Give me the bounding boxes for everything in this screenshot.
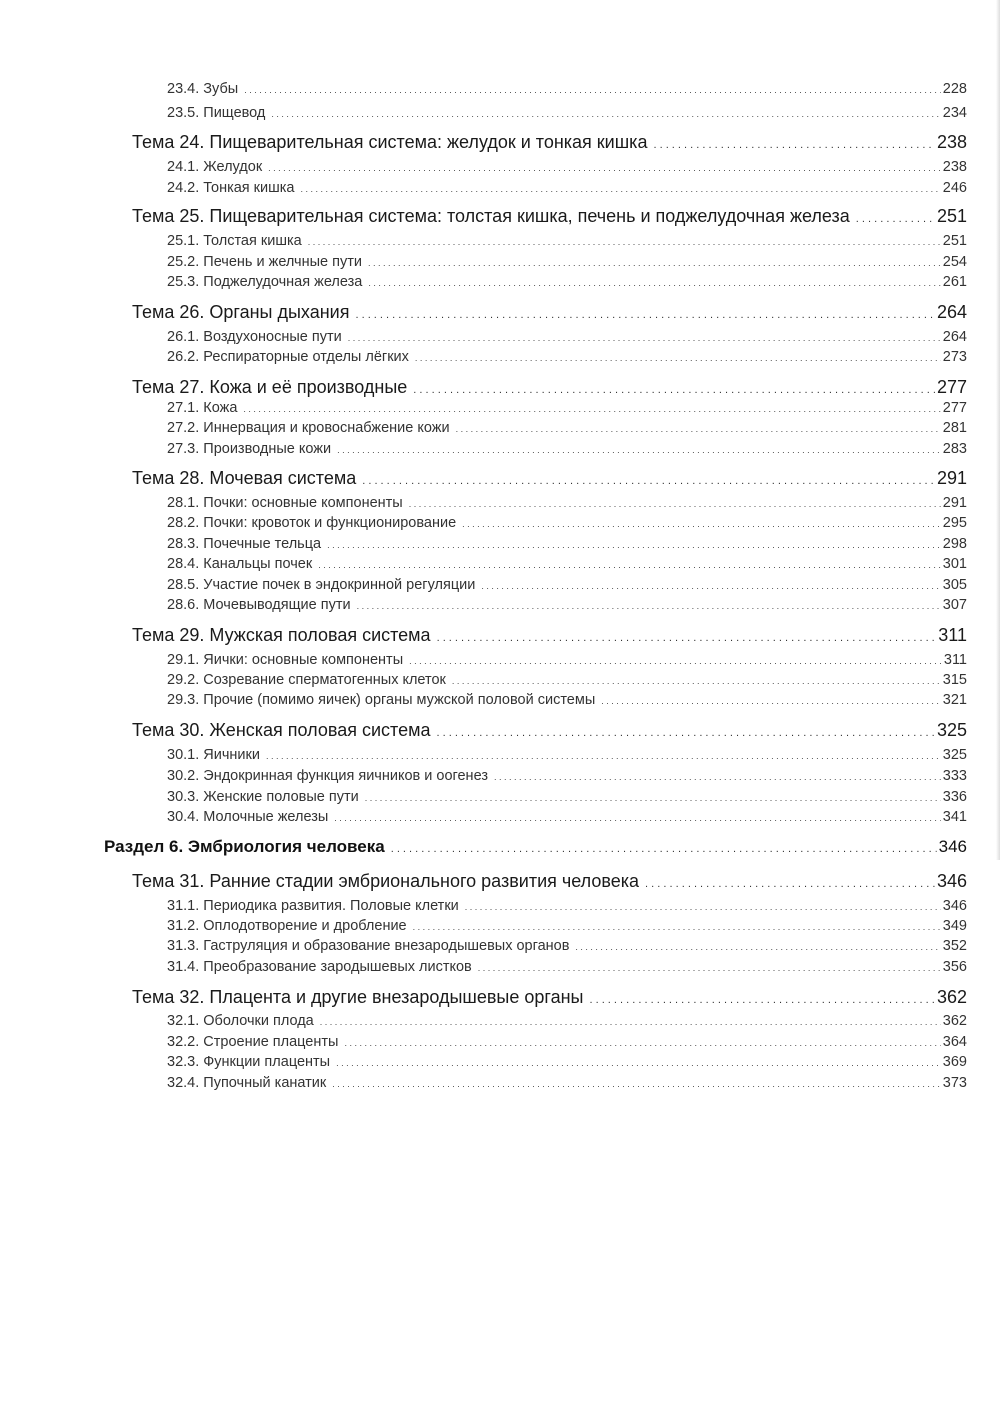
toc-entry-page: 305 [942,577,967,593]
toc-entry-label: 27.3. Производные кожи [167,441,332,457]
dot-leader [653,139,934,151]
toc-entry-label: 26.1. Воздухоносные пути [167,329,342,345]
toc-entry-page: 281 [942,420,967,436]
toc-entry-page: 234 [942,105,967,121]
dot-leader [355,309,934,321]
toc-entry-sub [167,420,967,436]
toc-entry-page: 246 [942,180,967,196]
toc-entry-page: 315 [942,672,967,688]
toc-entry-page: 352 [942,938,967,954]
toc-entry-page: 333 [942,768,967,784]
dot-leader [481,581,940,591]
toc-entry-sub [167,81,967,97]
toc-entry-page: 362 [936,987,967,1007]
toc-entry-label: 30.1. Яичники [167,747,260,763]
dot-leader [413,922,941,932]
toc-entry-page: 238 [936,132,967,152]
dot-leader [327,540,941,550]
toc-entry-sub [167,789,967,805]
dot-leader [645,878,935,890]
toc-entry-label: 28.6. Мочевыводящие пути [167,597,351,613]
toc-entry-sub [167,254,967,270]
dot-leader [244,85,941,95]
dot-leader [336,1058,941,1068]
toc-entry-page: 251 [936,206,967,226]
toc-entry-sub [167,672,967,688]
toc-entry-label: Тема 27. Кожа и её производные [132,377,408,397]
toc-entry-section [104,837,967,857]
toc-entry-label: Тема 24. Пищеварительная система: желудок и тонкая кишка [132,132,648,152]
toc-entry-sub [167,495,967,511]
toc-entry-label: 25.1. Толстая кишка [167,233,302,249]
dot-leader [271,109,940,119]
dot-leader [575,942,940,952]
toc-entry-page: 369 [942,1054,967,1070]
dot-leader [362,475,935,487]
toc-entry-topic [132,625,967,646]
dot-leader [436,727,934,739]
toc-entry-label: 25.2. Печень и желчные пути [167,254,362,270]
toc-entry-sub [167,959,967,975]
toc-entry-sub [167,809,967,825]
toc-entry-page: 356 [942,959,967,975]
toc-entry-page: 228 [942,81,967,97]
toc-entry-page: 295 [942,515,967,531]
toc-entry-label: 30.2. Эндокринная функция яичников и оогенез [167,768,488,784]
toc-entry-topic [132,871,967,892]
dot-leader [456,424,941,434]
toc-entry-label: Тема 29. Мужская половая система [132,625,431,645]
toc-entry-label: 25.3. Поджелудочная железа [167,274,363,290]
toc-entry-label: Раздел 6. Эмбриология человека [104,837,385,856]
toc-entry-label: 29.3. Прочие (помимо яичек) органы мужской половой системы [167,692,596,708]
toc-entry-sub [167,556,967,572]
toc-entry-label: 31.2. Оплодотворение и дробление [167,918,407,934]
toc-entry-sub [167,938,967,954]
toc-entry-page: 362 [942,1013,967,1029]
toc-entry-page: 277 [936,377,967,397]
toc-entry-label: 27.1. Кожа [167,400,238,416]
dot-leader [266,751,941,761]
toc-entry-sub [167,1034,967,1050]
toc-entry-sub [167,536,967,552]
toc-entry-label: 31.4. Преобразование зародышевых листков [167,959,472,975]
dot-leader [365,793,941,803]
dot-leader [409,499,941,509]
dot-leader [601,696,941,706]
toc-entry-page: 238 [942,159,967,175]
toc-entry-label: 32.2. Строение плаценты [167,1034,339,1050]
toc-entry-sub [167,1075,967,1091]
dot-leader [589,994,934,1006]
page-edge-shadow [996,0,1000,860]
toc-entry-label: 27.2. Иннервация и кровоснабжение кожи [167,420,450,436]
dot-leader [368,258,941,268]
toc-entry-page: 307 [942,597,967,613]
toc-entry-label: 23.5. Пищевод [167,105,266,121]
dot-leader [415,353,941,363]
dot-leader [300,184,940,194]
toc-entry-label: 24.1. Желудок [167,159,263,175]
toc-entry-page: 336 [942,789,967,805]
toc-entry-label: 32.3. Функции плаценты [167,1054,331,1070]
toc-entry-sub [167,768,967,784]
dot-leader [334,813,941,823]
toc-entry-page: 277 [942,400,967,416]
toc-entry-page: 321 [942,692,967,708]
toc-entry-label: Тема 26. Органы дыхания [132,302,350,322]
toc-entry-sub [167,692,967,708]
toc-entry-label: 28.3. Почечные тельца [167,536,322,552]
toc-entry-label: 28.1. Почки: основные компоненты [167,495,403,511]
dot-leader [494,772,941,782]
toc-entry-page: 254 [942,254,967,270]
toc-entry-page: 311 [943,652,967,668]
toc-entry-sub [167,577,967,593]
toc-entry-sub [167,1054,967,1070]
dot-leader [344,1038,940,1048]
dot-leader [320,1017,941,1027]
toc-entry-page: 346 [942,898,967,914]
toc-entry-label: 31.3. Гаструляция и образование внезародышевых органов [167,938,570,954]
toc-entry-sub [167,180,967,196]
toc-entry-page: 291 [936,468,967,488]
dot-leader [318,560,941,570]
dot-leader [348,333,941,343]
toc-entry-label: Тема 30. Женская половая система [132,720,431,740]
toc-entry-sub [167,233,967,249]
toc-entry-sub [167,349,967,365]
toc-entry-label: 32.4. Пупочный канатик [167,1075,327,1091]
dot-leader [332,1079,941,1089]
toc-entry-label: 28.4. Канальцы почек [167,556,313,572]
toc-entry-label: 29.2. Созревание сперматогенных клеток [167,672,446,688]
toc-entry-topic [132,720,967,741]
toc-entry-page: 346 [936,871,967,891]
toc-entry-sub [167,597,967,613]
toc-entry-page: 373 [942,1075,967,1091]
toc-entry-page: 341 [942,809,967,825]
toc-entry-page: 273 [942,349,967,365]
toc-entry-sub [167,652,967,668]
toc-entry-label: 31.1. Периодика развития. Половые клетки [167,898,459,914]
toc-entry-sub [167,105,967,121]
toc-entry-sub [167,515,967,531]
toc-entry-page: 264 [936,302,967,322]
toc-entry-label: 28.5. Участие почек в эндокринной регуляции [167,577,476,593]
toc-entry-label: 23.4. Зубы [167,81,239,97]
dot-leader [478,963,941,973]
toc-entry-page: 298 [942,536,967,552]
toc-entry-sub [167,329,967,345]
toc-entry-label: 24.2. Тонкая кишка [167,180,295,196]
dot-leader [391,843,937,855]
dot-leader [337,445,941,455]
toc-entry-page: 283 [942,441,967,457]
toc-entry-label: Тема 25. Пищеварительная система: толстая кишка, печень и поджелудочная железа [132,206,850,226]
toc-entry-topic [132,377,967,398]
toc-entry-label: 29.1. Яички: основные компоненты [167,652,404,668]
dot-leader [268,163,941,173]
toc-entry-page: 349 [942,918,967,934]
toc-entry-page: 261 [942,274,967,290]
dot-leader [465,902,941,912]
dot-leader [462,519,941,529]
toc-entry-sub [167,747,967,763]
toc-entry-label: 30.3. Женские половые пути [167,789,359,805]
toc-entry-page: 325 [936,720,967,740]
dot-leader [308,237,941,247]
toc-entry-page: 364 [942,1034,967,1050]
dot-leader [413,384,935,396]
toc-entry-topic [132,468,967,489]
toc-entry-sub [167,274,967,290]
toc-entry-sub [167,441,967,457]
dot-leader [357,601,941,611]
toc-entry-topic [132,302,967,323]
toc-entry-page: 311 [938,625,967,645]
toc-entry-sub [167,159,967,175]
toc-entry-sub [167,898,967,914]
dot-leader [856,213,935,225]
toc-entry-page: 264 [942,329,967,345]
toc-entry-label: 28.2. Почки: кровоток и функционирование [167,515,457,531]
toc-entry-label: 26.2. Респираторные отделы лёгких [167,349,409,365]
dot-leader [437,632,937,644]
toc-entry-label: Тема 32. Плацента и другие внезародышевые органы [132,987,584,1007]
toc-entry-label: 32.1. Оболочки плода [167,1013,314,1029]
toc-entry-page: 291 [942,495,967,511]
dot-leader [409,656,942,666]
toc-entry-label: Тема 31. Ранние стадии эмбрионального развития человека [132,871,640,891]
toc-entry-sub [167,400,967,416]
toc-entry-page: 346 [938,837,967,856]
toc-entry-page: 325 [942,747,967,763]
toc-entry-sub [167,918,967,934]
toc-entry-label: 30.4. Молочные железы [167,809,329,825]
toc-entry-sub [167,1013,967,1029]
toc-entry-topic [132,987,967,1008]
toc-entry-page: 251 [942,233,967,249]
toc-entry-page: 301 [942,556,967,572]
dot-leader [368,278,940,288]
dot-leader [452,676,941,686]
toc-entry-label: Тема 28. Мочевая система [132,468,357,488]
dot-leader [243,404,940,414]
toc-entry-topic [132,206,967,227]
toc-entry-topic [132,132,967,153]
